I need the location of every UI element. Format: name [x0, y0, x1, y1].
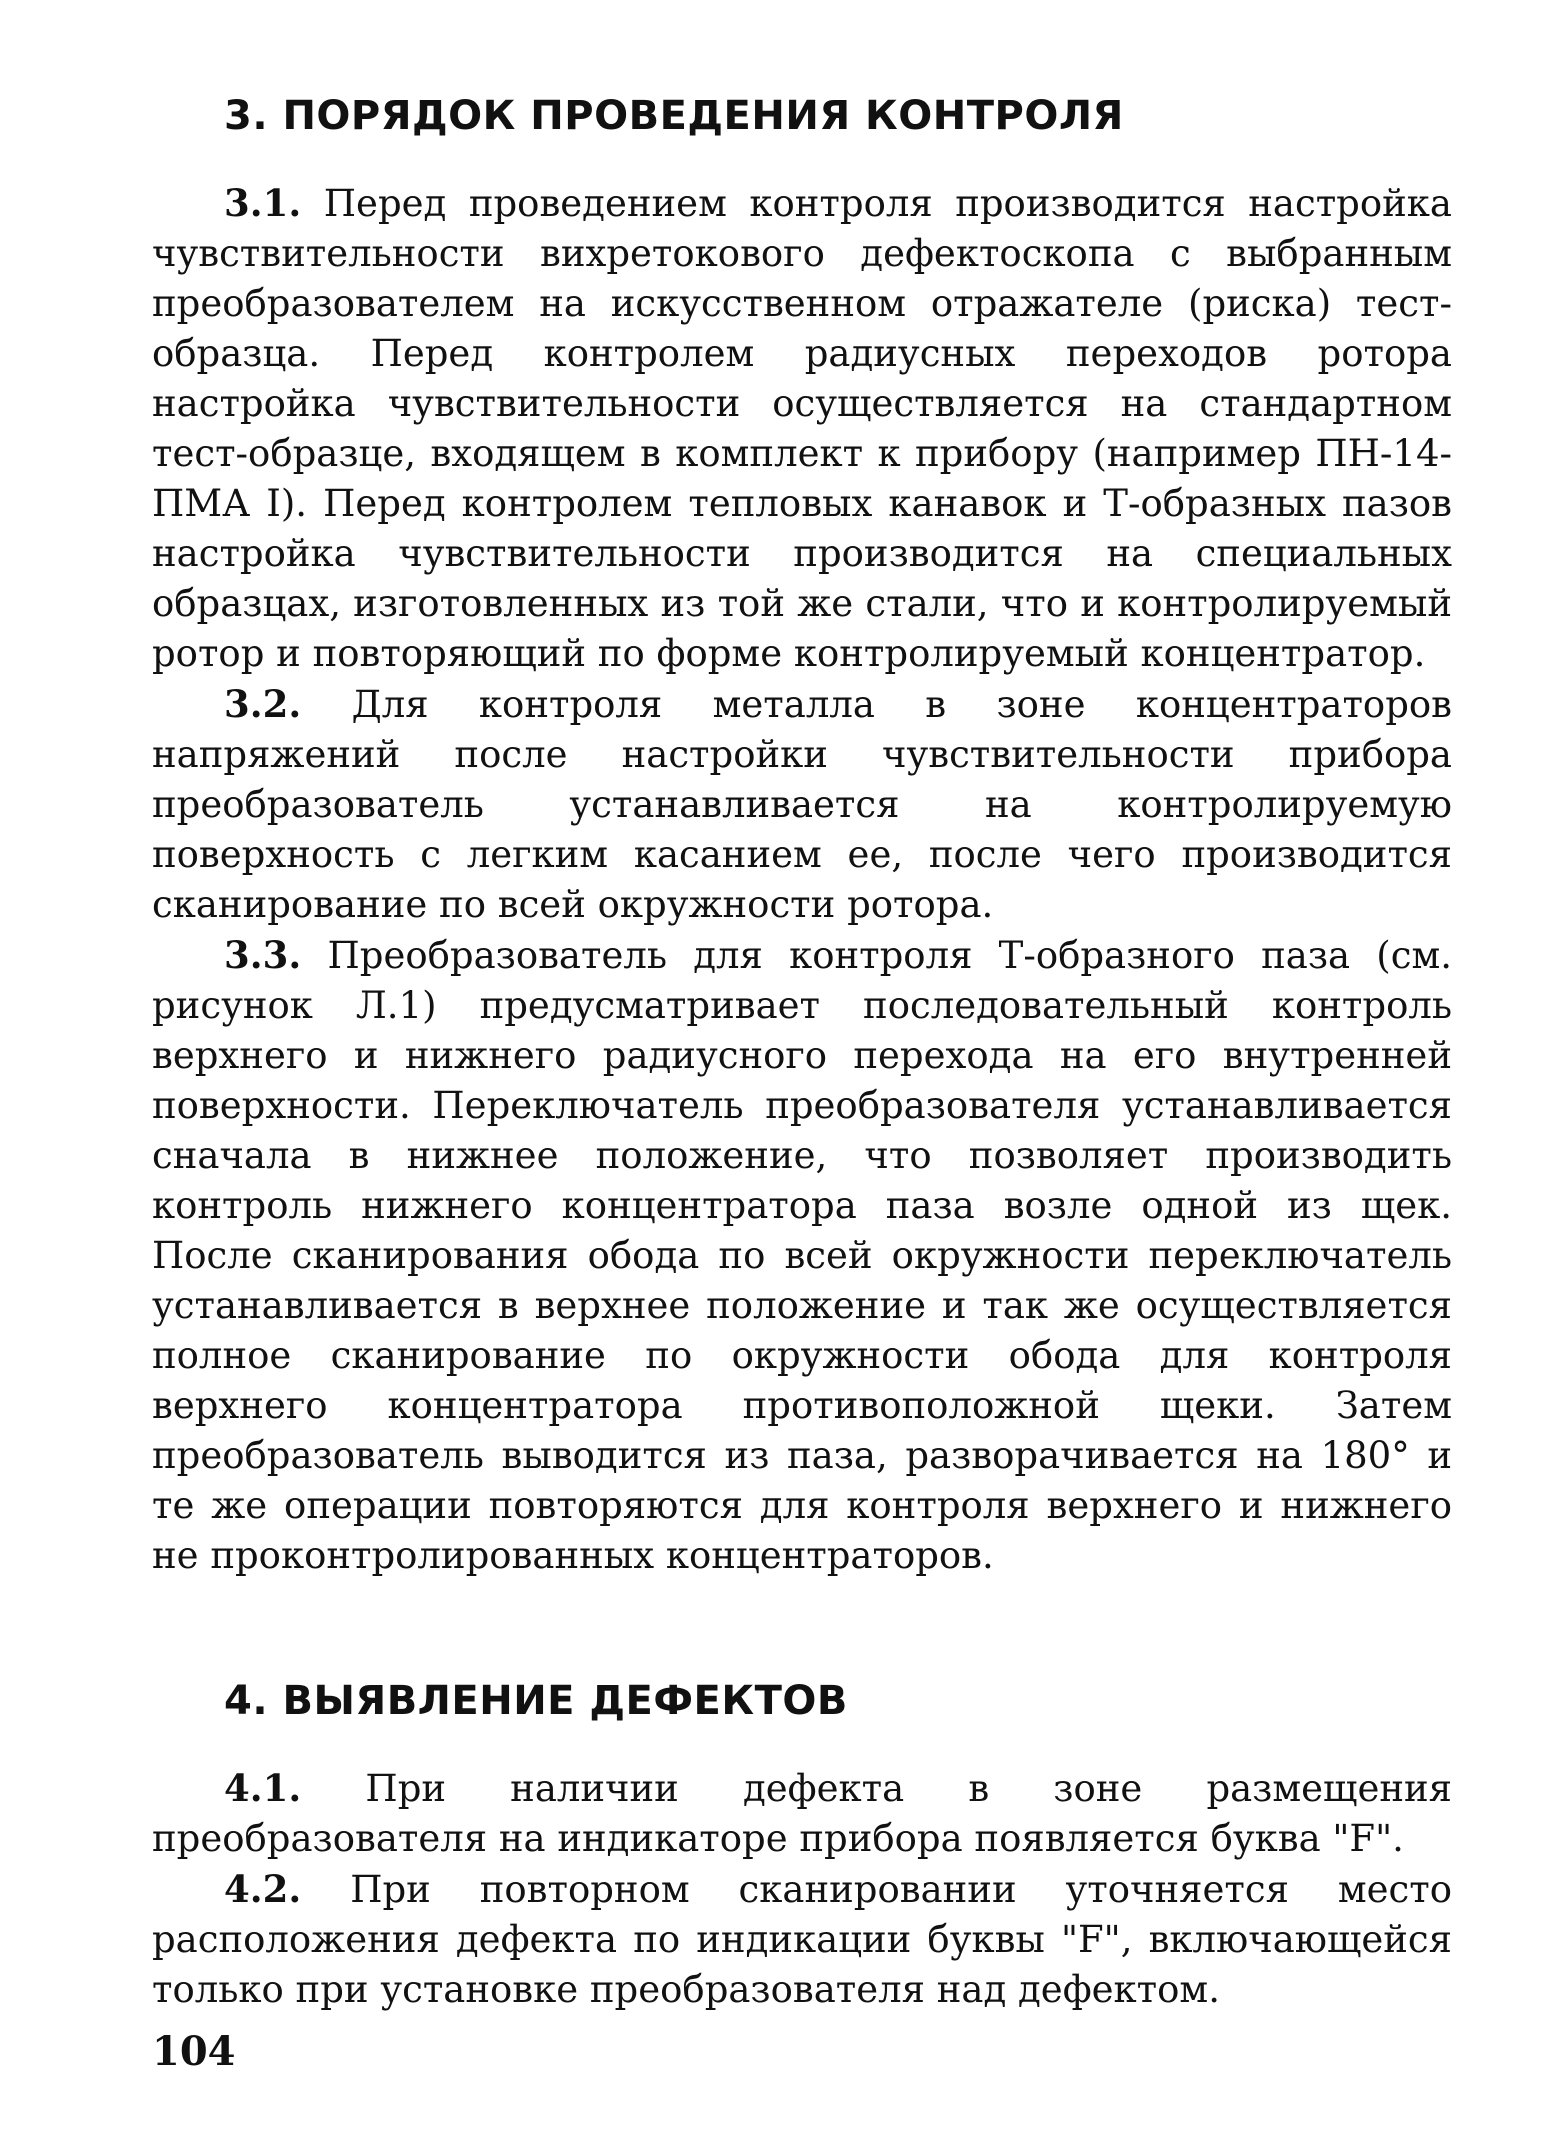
paragraph-text: При повторном сканировании уточняется место расположения дефекта по индикации буквы "F", включающейся только при установке преобразователя над дефектом. — [152, 1868, 1452, 2011]
paragraph-text: Для контроля металла в зоне концентраторов напряжений после настройки чувствительности прибора преобразователь устанавливается на контролируемую поверхность с легким касанием ее, после чего производится сканирование по всей окружности ротора. — [152, 683, 1452, 926]
paragraph-number: 3.3. — [224, 933, 302, 977]
paragraph-text: Перед проведением контроля производится настройка чувствительности вихретокового дефектоскопа с выбранным преобразователем на искусственном отражателе (риска) тест-образца. Перед контролем радиусных переходов ротора настройка чувствительности осуществляется на стандартном тест-образце, входящем в комплект к прибору (например ПН-14-ПМА I). Перед контролем тепловых канавок и Т-образных пазов настройка чувствительности производится на специальных образцах, изготовленных из той же стали, что и контролируемый ротор и повторяющий по форме контролируемый концентратор. — [152, 182, 1452, 675]
paragraph-4-1 — [152, 1763, 1452, 1864]
section-4-heading: 4. ВЫЯВЛЕНИЕ ДЕФЕКТОВ — [224, 1678, 848, 1724]
page-number: 104 — [152, 2028, 236, 2075]
paragraph-3-2 — [152, 679, 1452, 930]
paragraph-text: При наличии дефекта в зоне размещения преобразователя на индикаторе прибора появляется буква "F". — [152, 1767, 1453, 1860]
paragraph-3-1 — [152, 178, 1452, 679]
paragraph-3-3 — [152, 930, 1452, 1581]
paragraph-4-2 — [152, 1864, 1452, 2015]
paragraph-number: 3.2. — [224, 682, 302, 726]
paragraph-number: 3.1. — [224, 181, 302, 225]
page-content — [152, 92, 1452, 2015]
section-3-heading: 3. ПОРЯДОК ПРОВЕДЕНИЯ КОНТРОЛЯ — [224, 93, 1124, 139]
paragraph-number: 4.1. — [224, 1766, 302, 1810]
paragraph-number: 4.2. — [224, 1867, 302, 1911]
paragraph-text: Преобразователь для контроля Т-образного паза (см. рисунок Л.1) предусматривает последовательный контроль верхнего и нижнего радиусного перехода на его внутренней поверхности. Переключатель преобразователя устанавливается сначала в нижнее положение, что позволяет производить контроль нижнего концентратора паза возле одной из щек. После сканирования обода по всей окружности переключатель устанавливается в верхнее положение и так же осуществляется полное сканирование по окружности обода для контроля верхнего концентратора противоположной щеки. Затем преобразователь выводится из паза, разворачивается на 180° и те же операции повторяются для контроля верхнего и нижнего не проконтролированных концентраторов. — [152, 934, 1453, 1577]
